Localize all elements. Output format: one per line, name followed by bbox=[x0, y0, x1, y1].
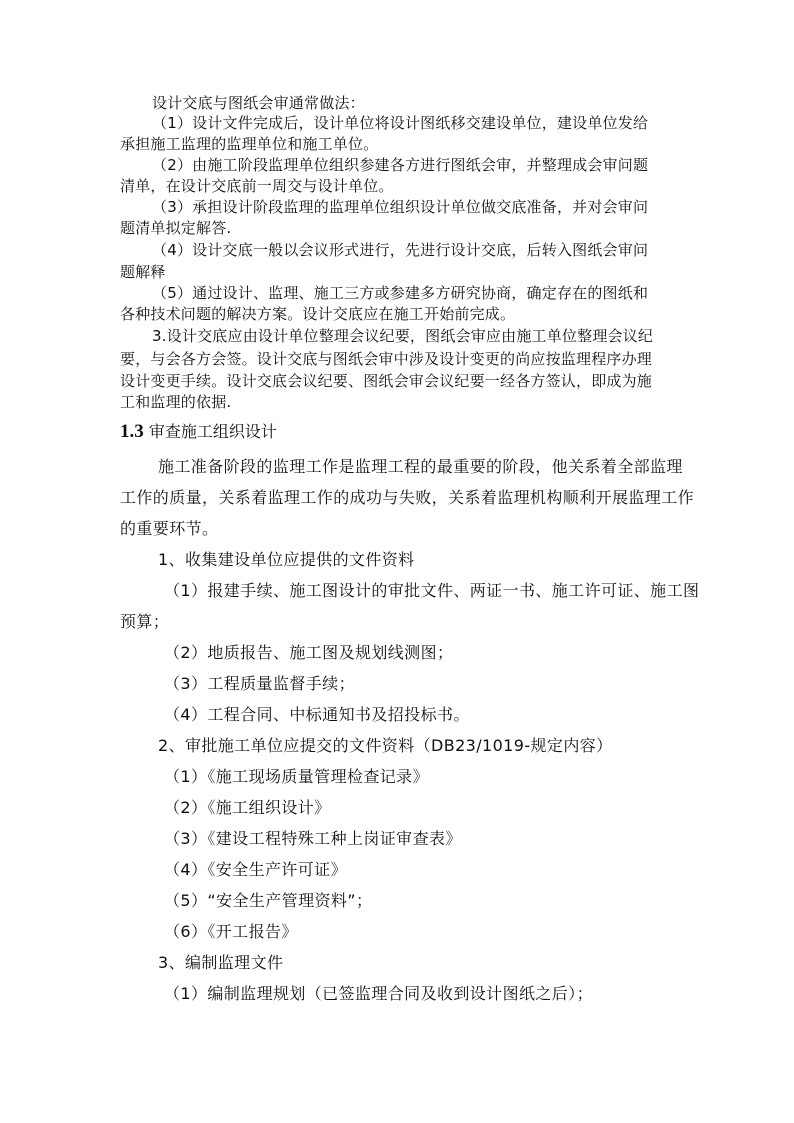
text-line: 题清单拟定解答. bbox=[120, 219, 232, 237]
text-line: 施工准备阶段的监理工作是监理工程的最重要的阶段，他关系着全部监理 bbox=[158, 457, 683, 476]
text-line: 题解释 bbox=[120, 263, 166, 281]
text-line: （4）设计交底一般以会议形式进行，先进行设计交底，后转入图纸会审问 bbox=[152, 241, 649, 259]
list-item: （3）工程质量监督手续； bbox=[164, 674, 355, 693]
section-title: 审查施工组织设计 bbox=[148, 422, 277, 441]
text-line: （5）通过设计、监理、施工三方或参建多方研究协商，确定存在的图纸和 bbox=[152, 284, 649, 302]
text-line: 承担施工监理的监理单位和施工单位。 bbox=[120, 135, 379, 153]
list-item: （5）“安全生产管理资料”； bbox=[164, 891, 373, 910]
list-heading: 1、收集建设单位应提供的文件资料 bbox=[158, 550, 415, 569]
text-line: 3.设计交底应由设计单位整理会议纪要，图纸会审应由施工单位整理会议纪 bbox=[152, 327, 654, 345]
list-item: （2）《施工组织设计》 bbox=[164, 798, 331, 817]
list-item: （1）编制监理规划（已签监理合同及收到设计图纸之后）； bbox=[164, 984, 593, 1003]
text-line: 的重要环节。 bbox=[120, 519, 219, 538]
text-line: 工和监理的依据. bbox=[120, 393, 232, 411]
text-line: 要，与会各方会签。设计交底与图纸会审中涉及设计变更的尚应按监理程序办理 bbox=[120, 350, 653, 368]
list-item: （6）《开工报告》 bbox=[164, 922, 298, 941]
list-heading: 2、审批施工单位应提交的文件资料（DB23/1019-规定内容） bbox=[158, 736, 613, 755]
section-heading bbox=[120, 421, 277, 443]
list-item: （1）报建手续、施工图设计的审批文件、两证一书、施工许可证、施工图 bbox=[164, 581, 700, 600]
list-item: （2）地质报告、施工图及规划线测图； bbox=[164, 643, 454, 662]
list-item: （4）工程合同、中标通知书及招投标书。 bbox=[164, 705, 470, 724]
list-heading: 3、编制监理文件 bbox=[158, 953, 284, 972]
section-number: 1.3 bbox=[120, 421, 144, 442]
text-line: 工作的质量，关系着监理工作的成功与失败，关系着监理机构顺利开展监理工作 bbox=[120, 488, 695, 507]
list-item: （1）《施工现场质量管理检查记录》 bbox=[164, 767, 429, 786]
text-line: 设计变更手续。设计交底会议纪要、图纸会审会议纪要一经各方签认，即成为施 bbox=[120, 372, 653, 390]
list-item: （4）《安全生产许可证》 bbox=[164, 860, 347, 879]
text-line: 清单，在设计交底前一周交与设计单位。 bbox=[120, 177, 394, 195]
text-line: 预算； bbox=[120, 612, 170, 631]
text-line: （2）由施工阶段监理单位组织参建各方进行图纸会审，并整理成会审问题 bbox=[152, 156, 649, 174]
text-line: 各种技术问题的解决方案。设计交底应在施工开始前完成。 bbox=[120, 305, 516, 323]
list-item: （3）《建设工程特殊工种上岗证审查表》 bbox=[164, 829, 462, 848]
text-line: （1）设计文件完成后，设计单位将设计图纸移交建设单位，建设单位发给 bbox=[152, 114, 649, 132]
text-line: 设计交底与图纸会审通常做法： bbox=[152, 94, 365, 112]
text-line: （3）承担设计阶段监理的监理单位组织设计单位做交底准备，并对会审问 bbox=[152, 198, 649, 216]
